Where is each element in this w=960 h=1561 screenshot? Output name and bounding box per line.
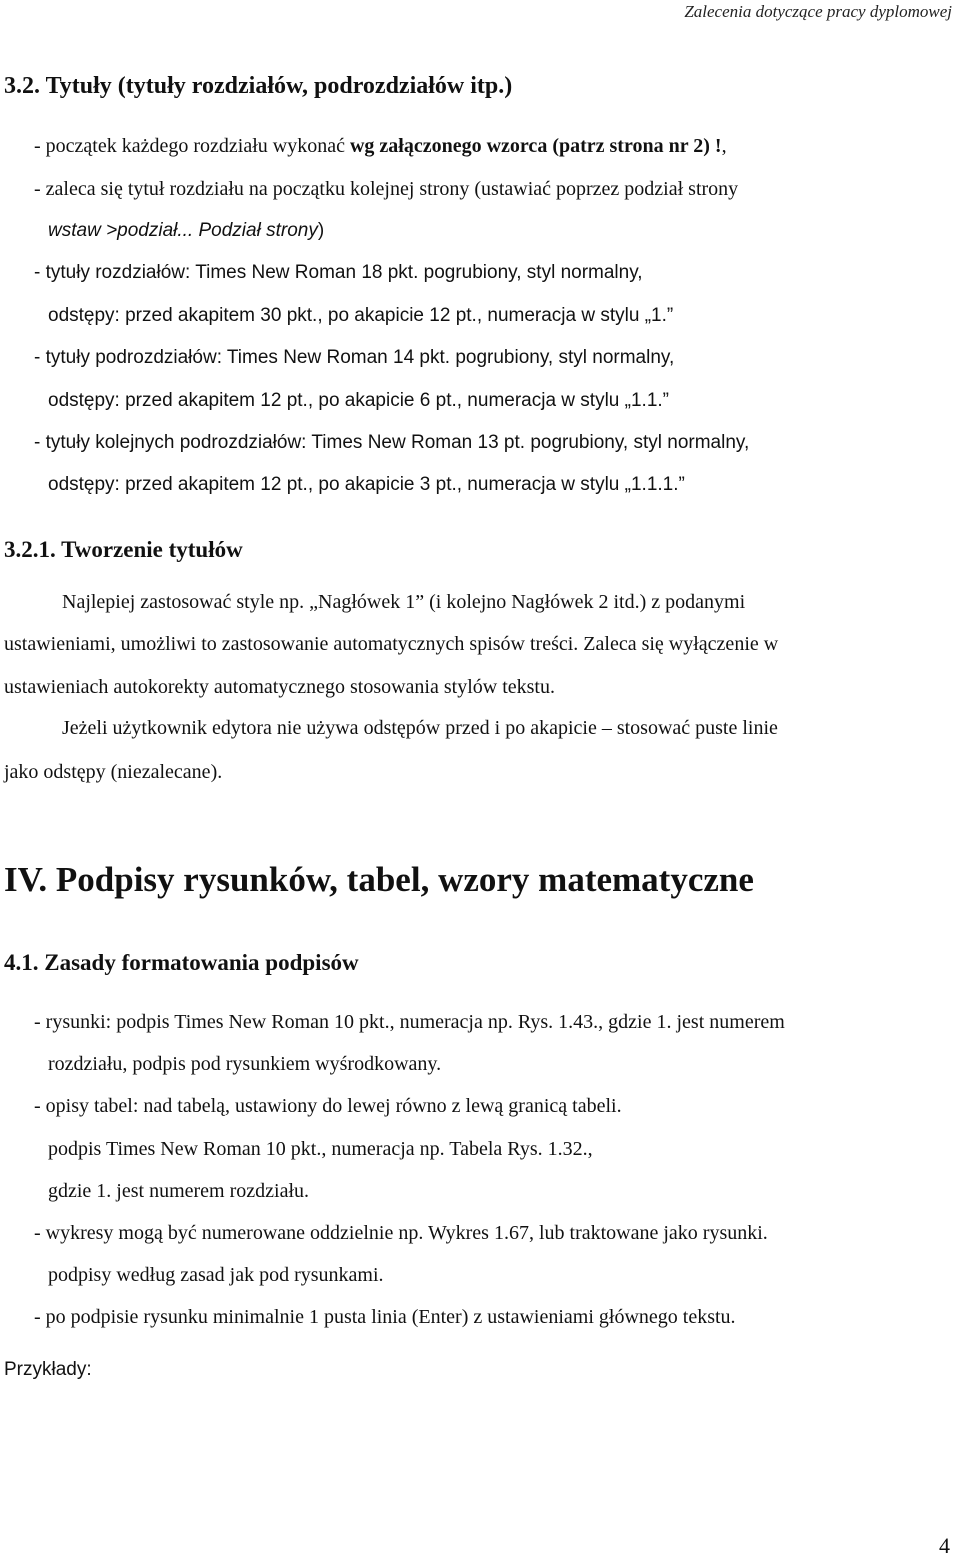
menu-path-suffix: ) (317, 220, 325, 241)
list-item-charts: - wykresy mogą być numerowane oddzielnie np. Wykres 1.67, lub traktowane jako rysunki. (34, 1222, 768, 1244)
list-item-subchapter-titles: - tytuły podrozdziałów: Times New Roman 14 pkt. pogrubiony, styl normalny, (34, 347, 675, 368)
list-item-figures: - rysunki: podpis Times New Roman 10 pkt., numeracja np. Rys. 1.43., gdzie 1. jest numerem (34, 1011, 785, 1033)
paragraph-line: Jeżeli użytkownik edytora nie używa odstępów przed i po akapicie – stosować puste linie (62, 717, 778, 739)
list-item-charts-cont: podpisy według zasad jak pod rysunkami. (48, 1264, 384, 1286)
list-item-bold-text: wg załączonego wzorca (patrz strona nr 2) ! (349, 135, 722, 157)
list-item-page-break-cont (48, 219, 324, 243)
list-item-after-caption: - po podpisie rysunku minimalnie 1 pusta linia (Enter) z ustawieniami głównego tekstu. (34, 1306, 736, 1328)
list-item-text: - początek każdego rozdziału wykonać (34, 135, 350, 157)
list-item-chapter-start (34, 134, 727, 158)
section-title-3-2-1: 3.2.1. Tworzenie tytułów (4, 537, 243, 562)
list-item-chapter-titles-cont: odstępy: przed akapitem 30 pkt., po akapicie 12 pt., numeracja w stylu „1.” (48, 305, 674, 326)
paragraph-line: jako odstępy (niezalecane). (4, 761, 223, 783)
list-item-further-titles: - tytuły kolejnych podrozdziałów: Times New Roman 13 pt. pogrubiony, styl normalny, (34, 432, 750, 453)
list-item-tables: - opisy tabel: nad tabelą, ustawiony do lewej równo z lewą granicą tabeli. (34, 1095, 622, 1117)
page-number: 4 (939, 1533, 950, 1558)
examples-label: Przykłady: (4, 1359, 92, 1380)
paragraph-line: Najlepiej zastosować style np. „Nagłówek 1” (i kolejno Nagłówek 2 itd.) z podanymi (62, 591, 746, 613)
list-item-further-titles-cont: odstępy: przed akapitem 12 pt., po akapicie 3 pt., numeracja w stylu „1.1.1.” (48, 474, 685, 495)
list-item-subchapter-titles-cont: odstępy: przed akapitem 12 pt., po akapicie 6 pt., numeracja w stylu „1.1.” (48, 390, 669, 411)
list-item-tables-cont: podpis Times New Roman 10 pkt., numeracja np. Tabela Rys. 1.32., (48, 1138, 593, 1160)
list-item-suffix: , (721, 135, 727, 157)
section-title-3-2: 3.2. Tytuły (tytuły rozdziałów, podrozdziałów itp.) (4, 73, 513, 99)
list-item-tables-cont: gdzie 1. jest numerem rozdziału. (48, 1180, 310, 1202)
list-item-page-break: - zaleca się tytuł rozdziału na początku kolejnej strony (ustawiać poprzez podział strony (34, 178, 739, 200)
section-title-4-1: 4.1. Zasady formatowania podpisów (4, 950, 359, 975)
chapter-title-iv: IV. Podpisy rysunków, tabel, wzory matematyczne (4, 860, 754, 899)
running-header: Zalecenia dotyczące pracy dyplomowej (684, 2, 952, 21)
paragraph-line: ustawieniach autokorekty automatycznego stosowania stylów tekstu. (4, 676, 555, 698)
list-item-figures-cont: rozdziału, podpis pod rysunkiem wyśrodkowany. (48, 1053, 442, 1075)
menu-path-text: wstaw >podział... Podział strony (48, 220, 318, 241)
paragraph-line: ustawieniami, umożliwi to zastosowanie automatycznych spisów treści. Zaleca się wyłączenie w (4, 633, 779, 655)
list-item-chapter-titles: - tytuły rozdziałów: Times New Roman 18 pkt. pogrubiony, styl normalny, (34, 262, 643, 283)
